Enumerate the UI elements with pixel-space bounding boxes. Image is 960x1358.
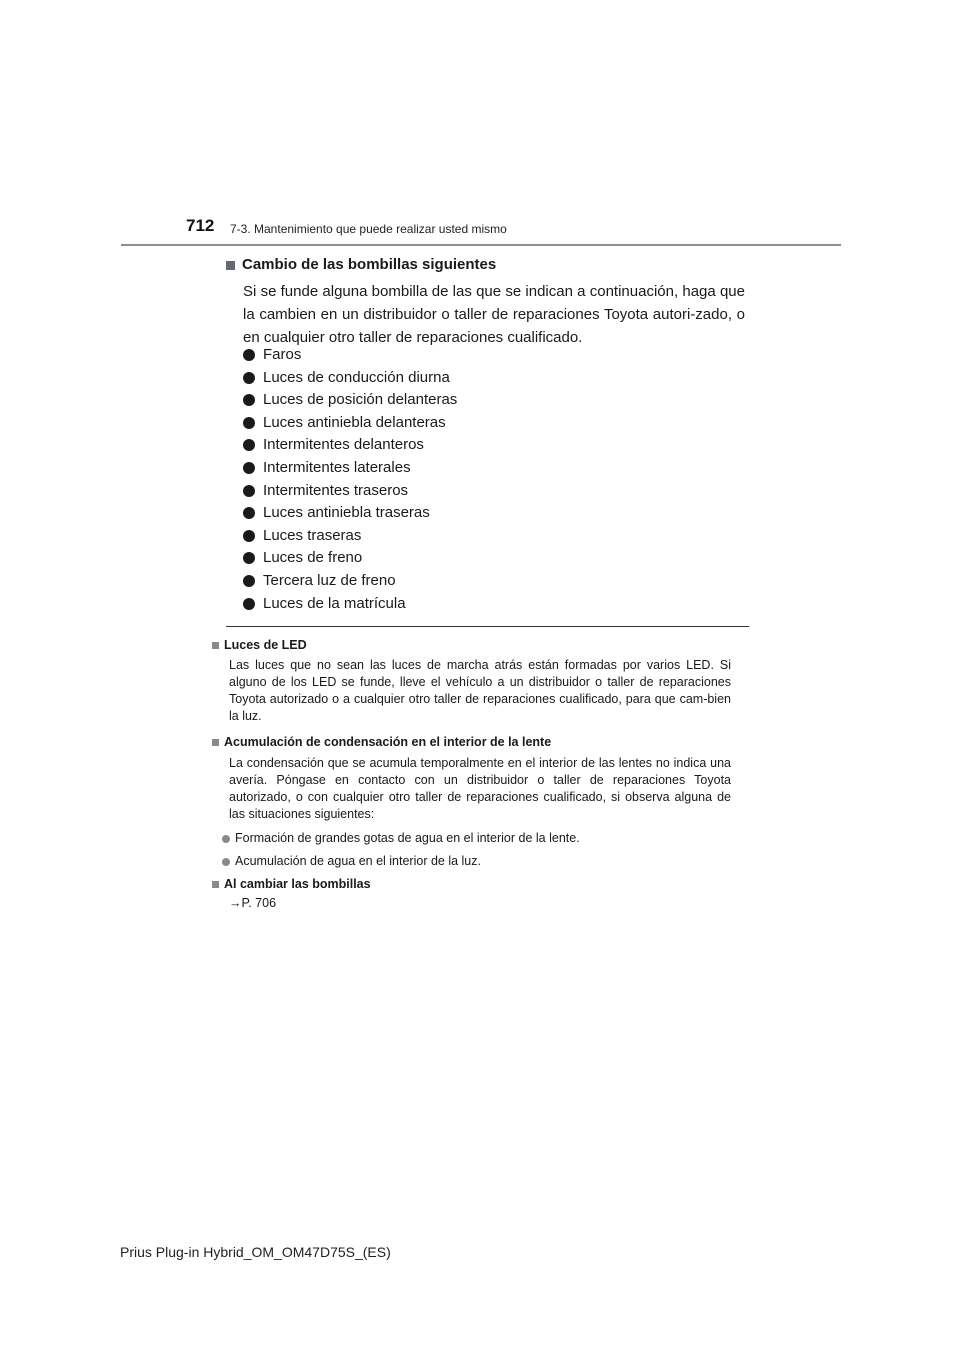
list-item: Intermitentes traseros — [243, 480, 457, 503]
list-item: Luces antiniebla traseras — [243, 502, 457, 525]
bullet-dot-icon — [243, 462, 255, 474]
note-heading-replacing: Al cambiar las bombillas — [212, 877, 371, 891]
list-item: Luces antiniebla delanteras — [243, 412, 457, 435]
main-heading-text: Cambio de las bombillas siguientes — [242, 256, 497, 273]
bullet-dot-icon — [222, 835, 230, 843]
square-bullet-icon — [226, 261, 235, 270]
note-text-led: Las luces que no sean las luces de marcha atrás están formadas por varios LED. Si alguno de los LED se funde, lleve el vehículo a un distribuidor o taller de reparaciones Toyota autorizado o a cualquier otro taller de reparaciones cualificado, para que cam-bien la luz. — [229, 658, 731, 723]
bullet-dot-icon — [243, 507, 255, 519]
bullet-dot-icon — [243, 372, 255, 384]
bullet-dot-icon — [243, 598, 255, 610]
list-item: Intermitentes delanteros — [243, 434, 457, 457]
note-text-condensation: La condensación que se acumula temporalmente en el interior de las lentes no indica una avería. Póngase en contacto con un distribuidor o taller de reparaciones Toyota autorizado, o con cualquier otro taller de reparaciones cualificado, si observa alguna de las situaciones siguientes: — [229, 756, 731, 821]
page-number: 712 — [186, 216, 215, 235]
list-item: Acumulación de agua en el interior de la luz. — [222, 854, 481, 868]
footer-document-id: Prius Plug-in Hybrid_OM_OM47D75S_(ES) — [120, 1244, 391, 1260]
header-divider — [121, 244, 841, 246]
bullet-dot-icon — [243, 485, 255, 497]
square-bullet-icon — [212, 881, 219, 888]
note-heading-led: Luces de LED — [212, 638, 307, 652]
note-heading-condensation: Acumulación de condensación en el interior de la lente — [212, 735, 551, 749]
main-paragraph: Si se funde alguna bombilla de las que se indican a continuación, haga que la cambien en un distribuidor o taller de reparaciones Toyota autori-zado, o en cualquier otro taller de reparaciones cualificado. — [243, 283, 745, 346]
square-bullet-icon — [212, 642, 219, 649]
bullet-dot-icon — [222, 858, 230, 866]
main-heading — [226, 256, 496, 273]
bullet-dot-icon — [243, 575, 255, 587]
square-bullet-icon — [212, 739, 219, 746]
page-reference-link[interactable]: →P. 706 — [229, 896, 277, 910]
bulb-list — [243, 344, 457, 615]
list-item: Faros — [243, 344, 457, 367]
bullet-dot-icon — [243, 530, 255, 542]
bullet-dot-icon — [243, 439, 255, 451]
bullet-dot-icon — [243, 552, 255, 564]
list-item: Luces de la matrícula — [243, 593, 457, 616]
list-item: Luces de posición delanteras — [243, 389, 457, 412]
bullet-dot-icon — [243, 394, 255, 406]
list-item: Luces traseras — [243, 525, 457, 548]
list-item: Intermitentes laterales — [243, 457, 457, 480]
list-item: Tercera luz de freno — [243, 570, 457, 593]
notes-divider — [226, 626, 749, 627]
bullet-dot-icon — [243, 417, 255, 429]
list-item: Luces de conducción diurna — [243, 367, 457, 390]
list-item: Luces de freno — [243, 547, 457, 570]
bullet-dot-icon — [243, 349, 255, 361]
section-title: 7-3. Mantenimiento que puede realizar usted mismo — [230, 222, 507, 236]
list-item: Formación de grandes gotas de agua en el interior de la lente. — [222, 831, 580, 845]
